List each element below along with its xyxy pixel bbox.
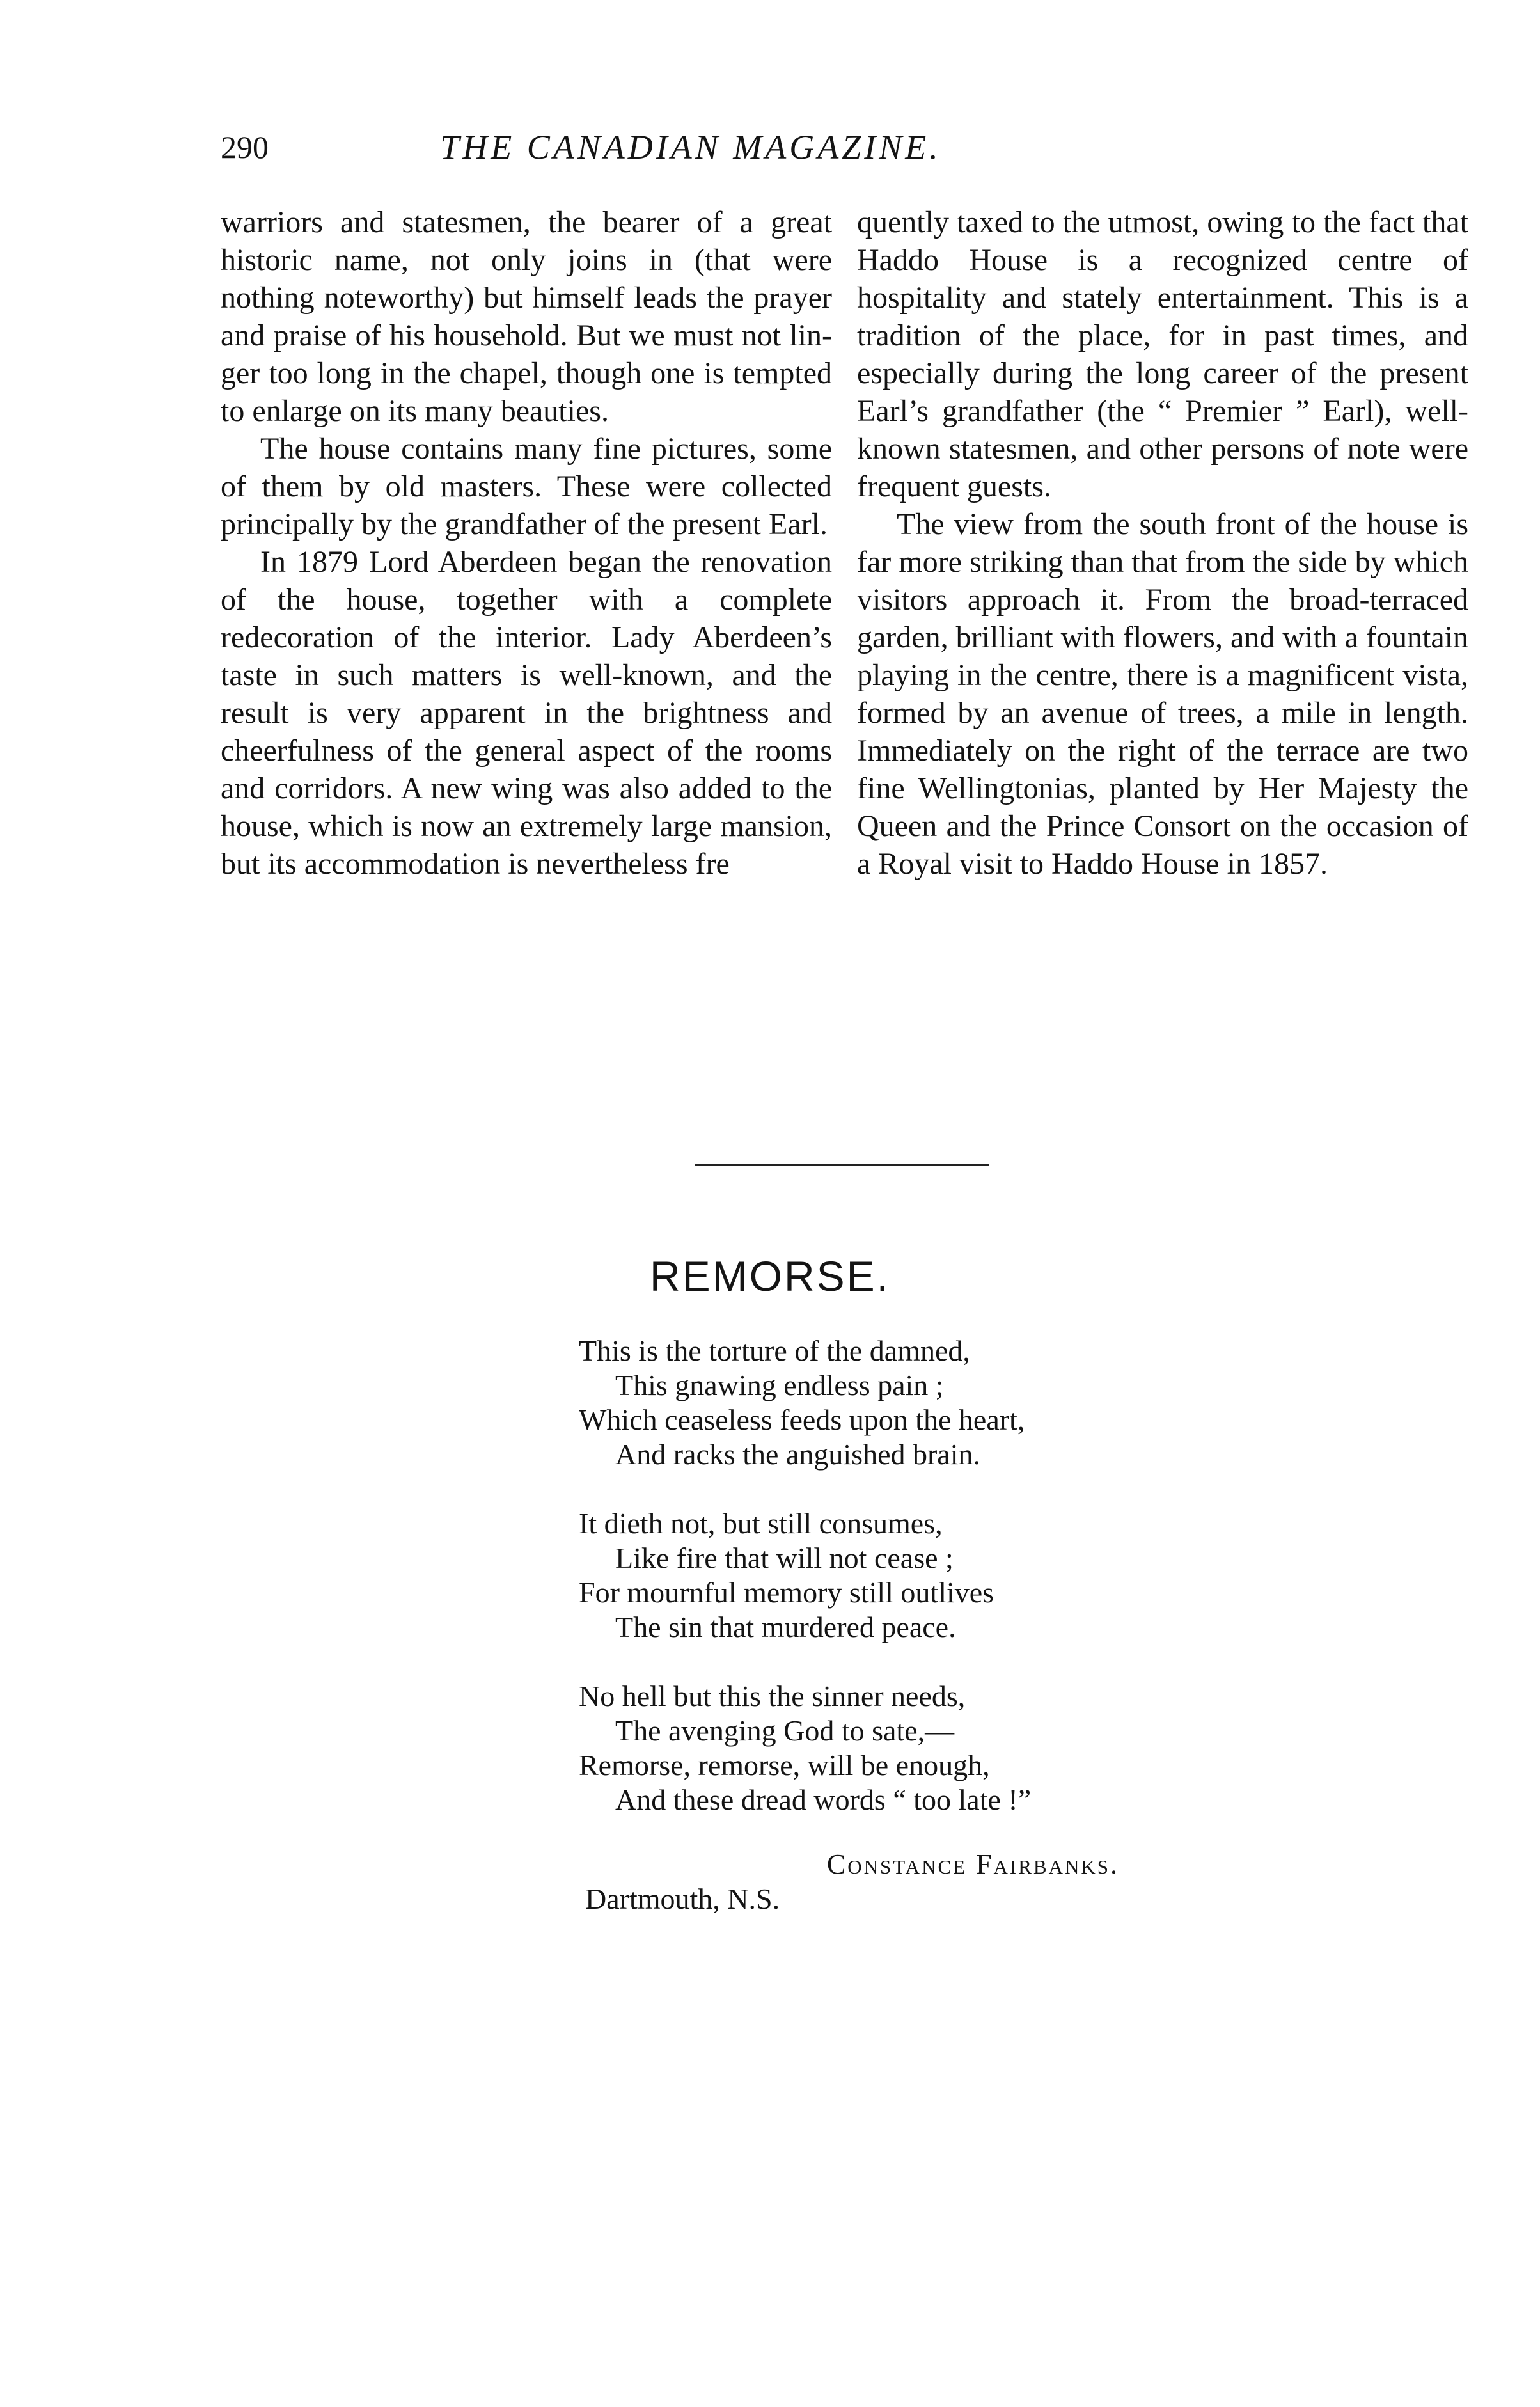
article-column-left xyxy=(221,203,832,883)
poem-line: Which ceaseless feeds upon the heart, xyxy=(579,1403,1025,1436)
article-column-right xyxy=(857,203,1468,883)
poem-line: No hell but this the sinner needs, xyxy=(579,1680,966,1712)
page-header xyxy=(221,122,1161,173)
poem-line: For mournful memory still outlives xyxy=(579,1576,994,1609)
poem-place: Dartmouth, N.S. xyxy=(585,1882,780,1915)
poem-title: REMORSE. xyxy=(649,1252,891,1300)
running-title: THE CANADIAN MAGAZINE. xyxy=(440,128,941,166)
poem-line: Like fire that will not cease ; xyxy=(615,1542,954,1574)
poem-line: This is the torture of the damned, xyxy=(579,1334,970,1367)
page-number: 290 xyxy=(221,129,269,165)
article-paragraph: warriors and statesmen, the bearer of a great historic name, not only joins in (that were nothing noteworthy) but himself leads the prayer and praise of his household. But we must not linger too long in the chapel, though one is tempted to enlarge on its many beauties. xyxy=(221,205,832,428)
article-paragraph: The house contains many fine pictures, some of them by old masters. These were collected principally by the grandfather of the present Earl. xyxy=(221,432,832,541)
article-paragraph: In 1879 Lord Aberdeen began the renovation of the house, together with a complete redecoration of the interior. Lady Aberdeen’s taste in such matters is well-known, and the result is very apparent in the brightness and cheerfulness of the general aspect of the rooms and corridors. A new wing was also added to the house, which is now an extremely large mansion, but its accommodation is nevertheless fre xyxy=(221,545,832,881)
poem-stanza xyxy=(579,1506,1154,1645)
poem-line: This gnawing endless pain ; xyxy=(615,1369,944,1401)
poem-line: And these dread words “ too late !” xyxy=(615,1783,1032,1816)
poem-author: Constance Fairbanks. xyxy=(826,1849,1119,1880)
article-paragraph: quently taxed to the utmost, owing to the fact that Haddo House is a recognized centre of hospitality and stately entertainment. This is a tradition of the place, for in past times, and especially during the long career of the present Earl’s grandfather (the “ Premier ” Earl), well-known statesmen, and other persons of note were frequent guests. xyxy=(857,205,1468,503)
article-paragraph: The view from the south front of the house is far more striking than that from the side by which visitors approach it. From the broad-terraced garden, brilliant with flowers, and with a fountain playing in the centre, there is a magnificent vista, formed by an avenue of trees, a mile in length. Immediately on the right of the terrace are two fine Wellingtonias, planted by Her Majesty the Queen and the Prince Consort on the occasion of a Royal visit to Haddo House in 1857. xyxy=(857,507,1468,881)
poem-line: It dieth not, but still consumes, xyxy=(579,1507,943,1540)
poem-line: The sin that murdered peace. xyxy=(615,1611,956,1643)
poem-stanza xyxy=(579,1334,1154,1472)
poem-body xyxy=(579,1334,1154,1852)
poem-line: The avenging God to sate,— xyxy=(615,1714,955,1747)
poem-line: Remorse, remorse, will be enough, xyxy=(579,1749,990,1781)
poem-stanza xyxy=(579,1679,1154,1817)
poem-line: And racks the anguished brain. xyxy=(615,1438,981,1471)
section-divider xyxy=(695,1164,989,1166)
